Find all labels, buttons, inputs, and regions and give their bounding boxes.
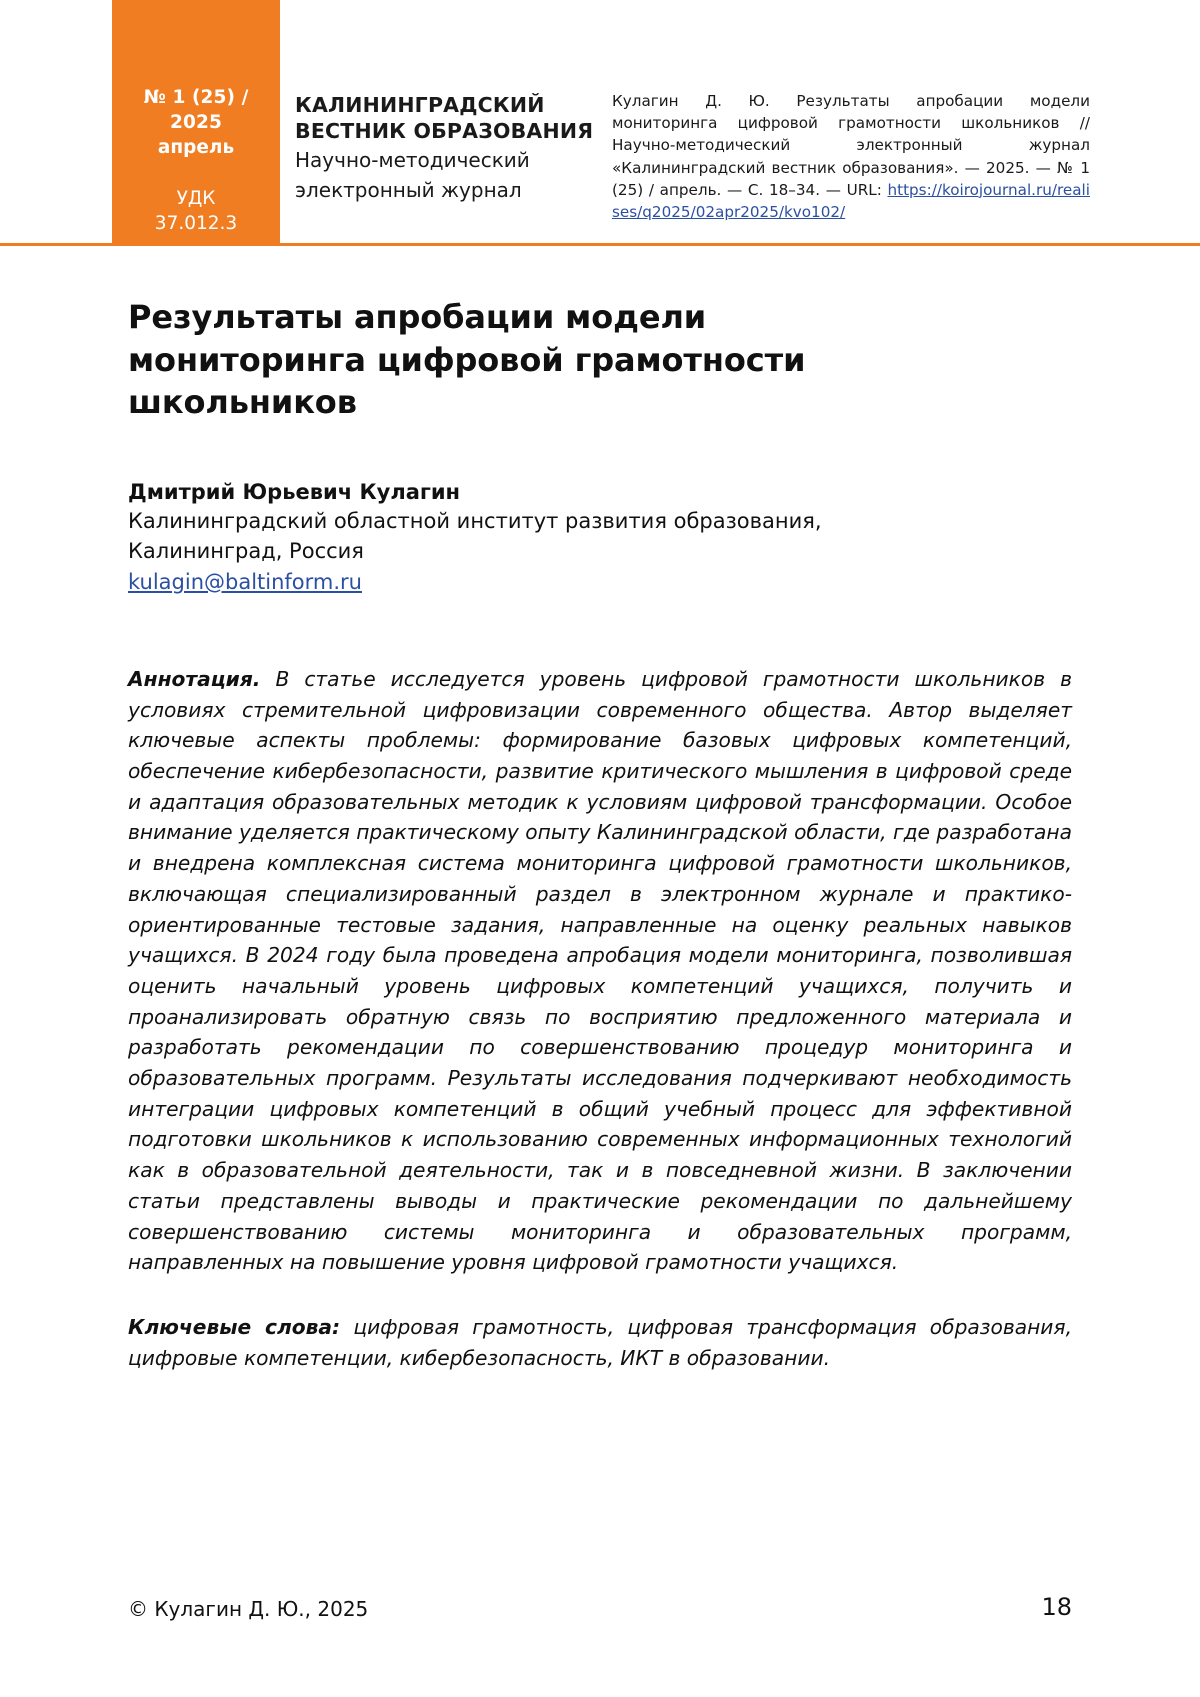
copyright-notice: © Кулагин Д. Ю., 2025 [128, 1597, 369, 1621]
journal-masthead [295, 92, 595, 204]
citation-block [612, 90, 1090, 223]
journal-name-line2: ВЕСТНИК ОБРАЗОВАНИЯ [295, 119, 594, 144]
abstract-label: Аннотация. [128, 666, 261, 691]
page-number: 18 [1041, 1593, 1072, 1621]
header-divider [0, 243, 1200, 246]
journal-subtitle-line1: Научно-методический [295, 148, 530, 173]
issue-month: апрель [157, 136, 235, 158]
journal-subtitle-line2: электронный журнал [295, 178, 522, 203]
abstract-paragraph [128, 664, 1072, 1278]
author-name: Дмитрий Юрьевич Кулагин [128, 479, 461, 504]
udk-label: УДК [176, 187, 216, 209]
affiliation-line-2: Калининград, Россия [128, 539, 364, 564]
abstract-text: В статье исследуется уровень цифровой грамотности школьников в условиях стремительной цифровизации современного общества. Автор выделяет ключевые аспекты проблемы: формирование базовых цифровых компетенций, обеспечение кибербезопасности, развитие критического мышления в цифровой среде и адаптация образовательных методик к условиям цифровой трансформации. Особое внимание уделяется практическому опыту Калининградской области, где разработана и внедрена комплексная система мониторинга цифровой грамотности школьников, включающая специализированный раздел в электронном журнале и практико-ориентированные тестовые задания, направленные на оценку реальных навыков учащихся. В 2024 году была проведена апробация модели мониторинга, позволившая оценить начальный уровень цифровых компетенций учащихся, получить и проанализировать обратную связь по восприятию предложенного материала и разработать рекомендации по совершенствованию процедур мониторинга и образовательных программ. Результаты исследования подчеркивают необходимость интеграции цифровых компетенций в общий учебный процесс для эффективной подготовки школьников к использованию современных информационных технологий как в образовательной деятельности, так и в повседневной жизни. В заключении статьи представлены выводы и практические рекомендации по дальнейшему совершенствованию системы мониторинга и образовательных программ, направленных на повышение уровня цифровой грамотности учащихся. [128, 666, 1072, 1275]
citation-text: Кулагин Д. Ю. Результаты апробации модели мониторинга цифровой грамотности школьников // Научно-методический электронный журнал «Калининградский вестник образования». — 2025. — № 1 (25) / апрель. — С. 18–34. — URL: [612, 92, 1090, 199]
udk-value: 37.012.3 [154, 212, 238, 234]
keywords-text: цифровая грамотность, цифровая трансформация образования, цифровые компетенции, кибербезопасность, ИКТ в образовании. [128, 1314, 1072, 1370]
article-content [128, 296, 1072, 1373]
page-footer [128, 1593, 1072, 1621]
keywords-paragraph [128, 1312, 1072, 1373]
issue-badge [112, 0, 280, 243]
citation-url-link[interactable]: https://koirojournal.ru/realises/q2025/02apr2025/kvo102/ [612, 180, 1090, 221]
issue-number: № 1 (25) / 2025 [143, 87, 249, 133]
page-header [0, 0, 1200, 258]
keywords-label: Ключевые слова: [128, 1314, 341, 1339]
affiliation-line-1: Калининградский областной институт развития образования, [128, 509, 822, 534]
page-title: Результаты апробации модели мониторинга цифровой грамотности школьников [128, 298, 806, 422]
journal-name-line1: КАЛИНИНГРАДСКИЙ [295, 93, 545, 117]
author-email-link[interactable]: kulagin@baltinform.ru [128, 570, 362, 595]
author-block [128, 478, 1072, 598]
